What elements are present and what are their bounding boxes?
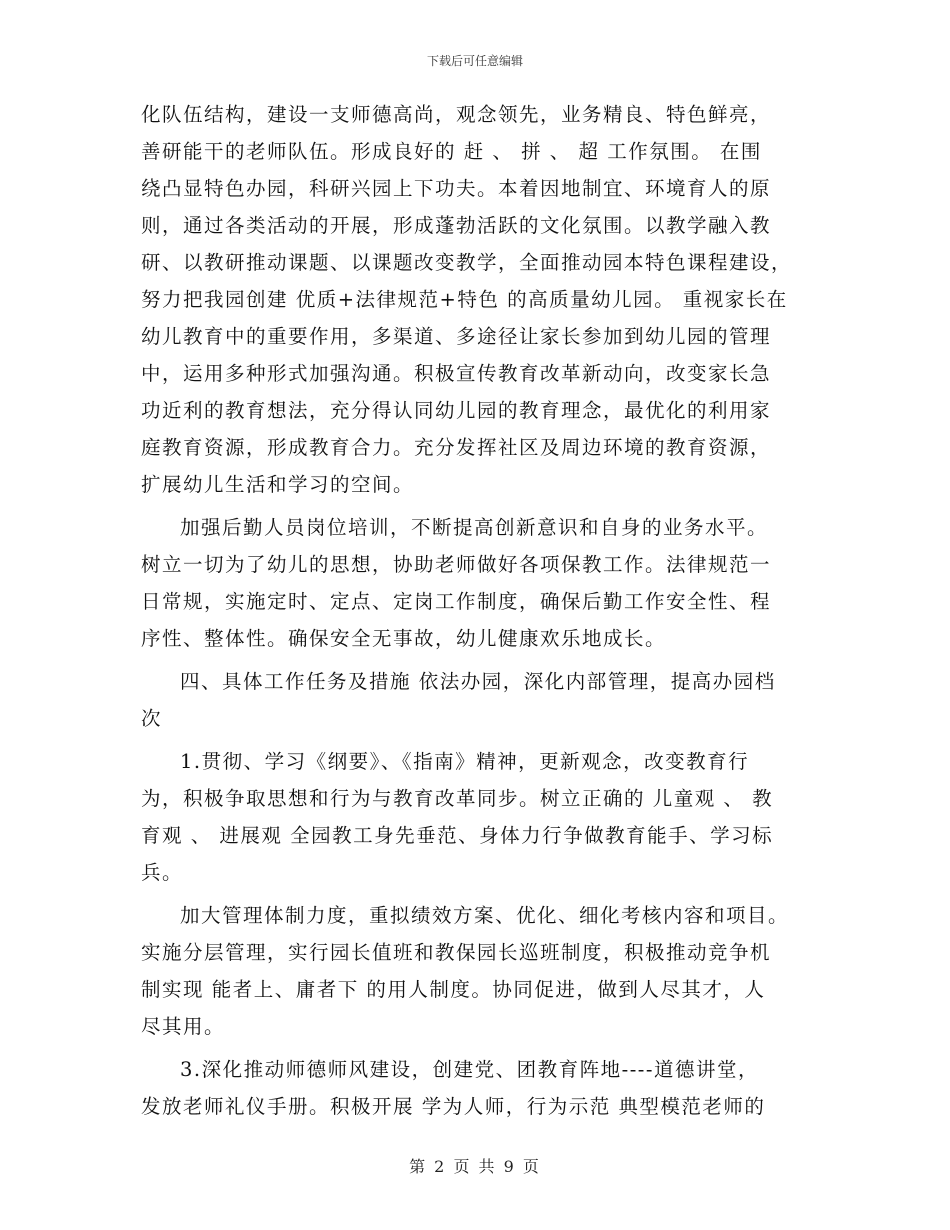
text-line: 育观 、 进展观 全园教工身先垂范、身体力行争做教育能手、学习标 <box>141 824 774 847</box>
text-line: 中，运用多种形式加强沟通。积极宣传教育改革新动向，改变家长急 <box>141 362 772 385</box>
text-line: 绕凸显特色办园，科研兴园上下功夫。本着因地制宜、环境育人的原 <box>141 177 772 200</box>
paragraph-start-line: 加大管理体制力度，重拟绩效方案、优化、细化考核内容和项目。 <box>180 904 790 927</box>
text-line: 庭教育资源，形成教育合力。充分发挥社区及周边环境的教育资源， <box>141 436 772 459</box>
text-line: 化队伍结构，建设一支师德高尚，观念领先，业务精良、特色鲜亮， <box>141 103 772 126</box>
text-line: 尽其用。 <box>141 1015 226 1038</box>
text-line: 为，积极争取思想和行为与教育改革同步。树立正确的 儿童观 、 教 <box>141 787 774 810</box>
paragraph-start-line: 1.贯彻、学习《纲要》、《指南》精神，更新观念，改变教育行 <box>180 750 750 773</box>
page-header: 下载后可任意编辑 <box>426 54 523 68</box>
text-line: 研、以教研推动课题、以课题改变教学，全面推动园本特色课程建设， <box>141 251 793 274</box>
text-line: 发放老师礼仪手册。积极开展 学为人师，行为示范 典型模范老师的 <box>141 1095 766 1118</box>
paragraph-start-line: 3.深化推动师德师风建设，创建党、团教育阵地----道德讲堂， <box>180 1058 759 1081</box>
text-line: 功近利的教育想法，充分得认同幼儿园的教育理念，最优化的利用家 <box>141 399 772 422</box>
text-line: 制实现 能者上、庸者下 的用人制度。协同促进，做到人尽其才，人 <box>141 978 766 1001</box>
text-line: 序性、整体性。确保安全无事故，幼儿健康欢乐地成长。 <box>141 627 667 650</box>
text-line: 实施分层管理，实行园长值班和教保园长巡班制度，积极推动竞争机 <box>141 941 772 964</box>
text-line: 兵。 <box>141 861 184 884</box>
text-line: 善研能干的老师队伍。形成良好的 赶 、 拼 、 超 工作氛围。 在围 <box>141 140 762 163</box>
text-line: 幼儿教育中的重要作用，多渠道、多途径让家长参加到幼儿园的管理 <box>141 325 772 348</box>
page-number-footer: 第 2 页 共 9 页 <box>409 1157 541 1176</box>
text-line: 努力把我园创建 优质+法律规范+特色 的高质量幼儿园。 重视家长在 <box>141 288 788 311</box>
section-heading-line: 四、具体工作任务及措施 依法办园，深化内部管理，提高办园档 <box>180 670 776 693</box>
section-heading-line: 次 <box>141 707 163 730</box>
paragraph-start-line: 加强后勤人员岗位培训，不断提高创新意识和自身的业务水平。 <box>180 516 769 539</box>
document-body <box>141 96 811 1125</box>
text-line: 则，通过各类活动的开展，形成蓬勃活跃的文化氛围。以教学融入教 <box>141 214 772 237</box>
text-line: 树立一切为了幼儿的思想，协助老师做好各项保教工作。法律规范一 <box>141 553 772 576</box>
text-line: 扩展幼儿生活和学习的空间。 <box>141 473 415 496</box>
text-line: 日常规，实施定时、定点、定岗工作制度，确保后勤工作安全性、程 <box>141 590 772 613</box>
